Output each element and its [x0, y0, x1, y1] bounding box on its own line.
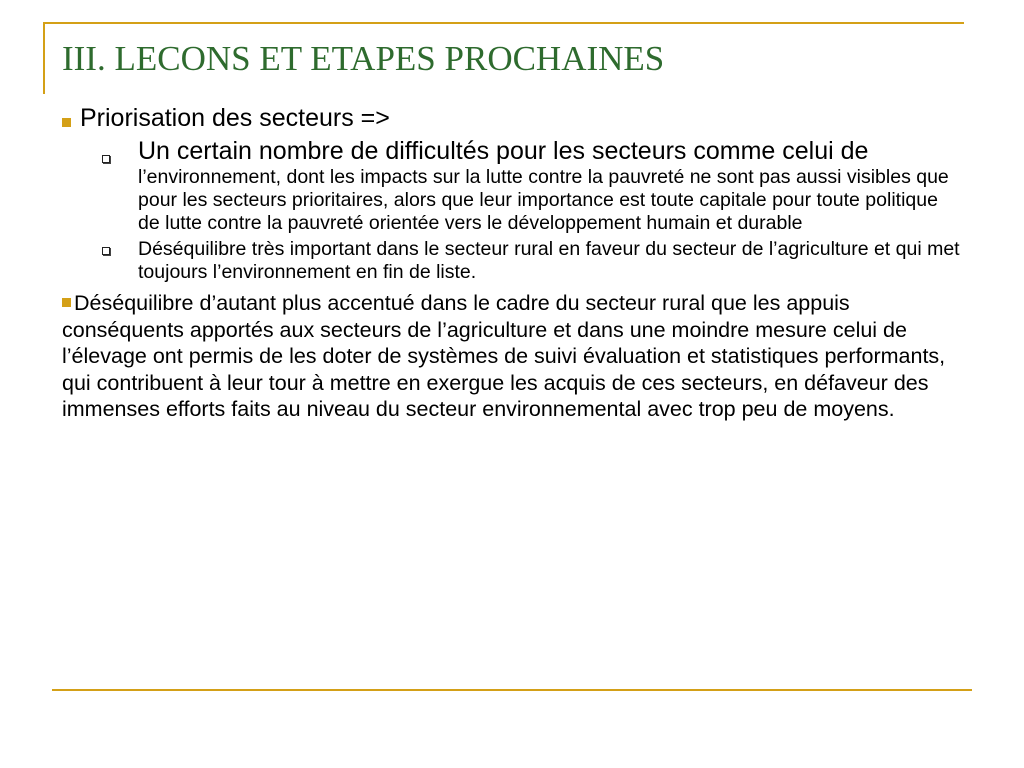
bottom-accent-line	[52, 689, 972, 691]
square-bullet-icon	[62, 298, 71, 307]
slide-title: III. LECONS ET ETAPES PROCHAINES	[62, 39, 665, 78]
bullet-desequilibre-accentue-text: Déséquilibre d’autant plus accentué dans le cadre du secteur rural que les appuis conséquents apportés aux secteurs de l’agriculture et dans une moindre mesure celui de l’élevage ont permis de les doter de systèmes de suivi évaluation et statistiques performants, qui contribuent à leur tour à mettre en exergue les acquis de ces secteurs, en défaveur des immenses efforts faits au niveau du secteur environnemental avec trop peu de moyens.	[62, 291, 946, 421]
sub-bullet-desequilibre-rural-text: Déséquilibre très important dans le secteur rural en faveur du secteur de l’agriculture et qui met toujours l’environnement en fin de liste.	[138, 238, 960, 283]
sub-bullet-difficultes	[62, 137, 962, 235]
sub-bullet-desequilibre-rural	[62, 238, 962, 284]
sub-bullet-difficultes-lead: Un certain nombre de difficultés pour les secteurs comme celui de	[138, 137, 869, 165]
sub-bullet-difficultes-rest: l’environnement, dont les impacts sur la lutte contre la pauvreté ne sont pas aussi visibles que pour les secteurs prioritaires, alors que leur importance est toute capitale pour toute politique de lutte contre la pauvreté orientée vers le développement humain et durable	[138, 166, 949, 234]
bullet-desequilibre-accentue	[62, 290, 962, 423]
top-accent-line	[43, 22, 964, 24]
bullet-priorisation	[62, 104, 962, 133]
checkbox-bullet-icon	[102, 247, 110, 255]
sub-bullet-list	[62, 137, 962, 284]
bullet-priorisation-text: Priorisation des secteurs =>	[80, 104, 390, 132]
left-accent-line	[43, 22, 45, 94]
checkbox-bullet-icon	[102, 155, 110, 163]
slide-content	[62, 104, 962, 444]
square-bullet-icon	[62, 118, 71, 127]
